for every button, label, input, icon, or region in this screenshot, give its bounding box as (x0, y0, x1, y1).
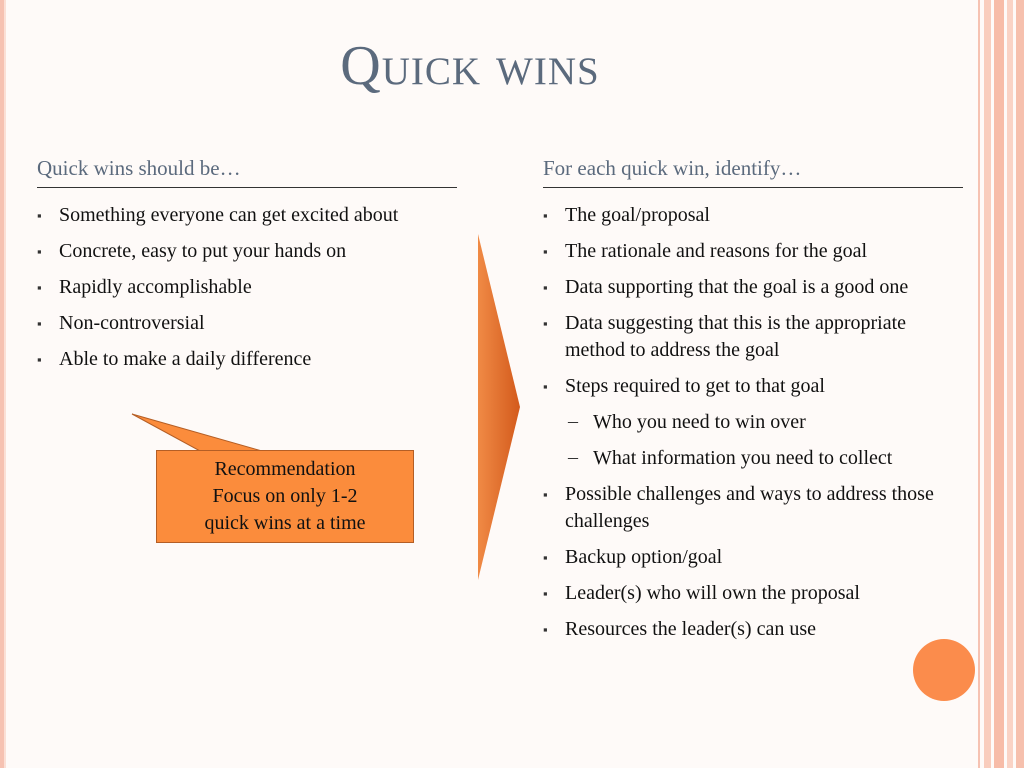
bullet-icon: ▪ (37, 316, 42, 331)
list-item: ▪ Steps required to get to that goal (543, 373, 948, 400)
callout-line: Focus on only 1-2 (212, 485, 358, 507)
list-item: ▪ Data supporting that the goal is a good one (543, 274, 948, 301)
decorative-stripes (978, 0, 1024, 768)
list-item: ▪ Concrete, easy to put your hands on (37, 238, 457, 265)
list-item: ▪ Backup option/goal (543, 544, 948, 571)
right-column-heading: For each quick win, identify… (543, 156, 802, 180)
bullet-icon: ▪ (37, 280, 42, 295)
bullet-icon: ▪ (37, 244, 42, 259)
list-item: ▪ Something everyone can get excited about (37, 202, 457, 229)
list-item: ▪ Possible challenges and ways to address those challenges (543, 483, 934, 532)
list-item: ▪ The rationale and reasons for the goal (543, 238, 948, 265)
list-item: ▪ Resources the leader(s) can use (543, 616, 948, 643)
decorative-circle (913, 639, 975, 701)
bullet-icon: ▪ (543, 316, 548, 331)
list-item: ▪ Non-controversial (37, 310, 457, 337)
dash-icon: – (568, 446, 578, 468)
bullet-icon: ▪ (543, 622, 548, 637)
left-heading-rule (37, 187, 457, 188)
list-item: ▪ Able to make a daily difference (37, 346, 457, 373)
bullet-icon: ▪ (543, 280, 548, 295)
bullet-icon: ▪ (543, 487, 548, 502)
right-bullet-list (543, 202, 948, 652)
left-bullet-list (37, 202, 457, 382)
callout-line: quick wins at a time (204, 512, 366, 534)
list-item: ▪ The goal/proposal (543, 202, 948, 229)
sub-list-item: – What information you need to collect (568, 446, 893, 469)
bullet-icon: ▪ (543, 586, 548, 601)
list-item: ▪ Rapidly accomplishable (37, 274, 457, 301)
bullet-icon: ▪ (37, 208, 42, 223)
bullet-icon: ▪ (543, 208, 548, 223)
left-column-heading: Quick wins should be… (37, 156, 241, 180)
recommendation-callout (156, 450, 414, 543)
right-heading-rule (543, 187, 963, 188)
bullet-icon: ▪ (543, 379, 548, 394)
list-item: ▪ Data suggesting that this is the appropriate method to address the goal (543, 312, 907, 361)
callout-line: Recommendation (214, 458, 356, 480)
bullet-icon: ▪ (543, 550, 548, 565)
left-border-inner (4, 0, 6, 768)
bullet-icon: ▪ (37, 352, 42, 367)
chevron-arrow (478, 234, 520, 580)
slide-title: Quick wins (340, 35, 600, 97)
sub-list-item: – Who you need to win over (568, 410, 806, 433)
dash-icon: – (568, 410, 578, 432)
list-item: ▪ Leader(s) who will own the proposal (543, 580, 948, 607)
bullet-icon: ▪ (543, 244, 548, 259)
